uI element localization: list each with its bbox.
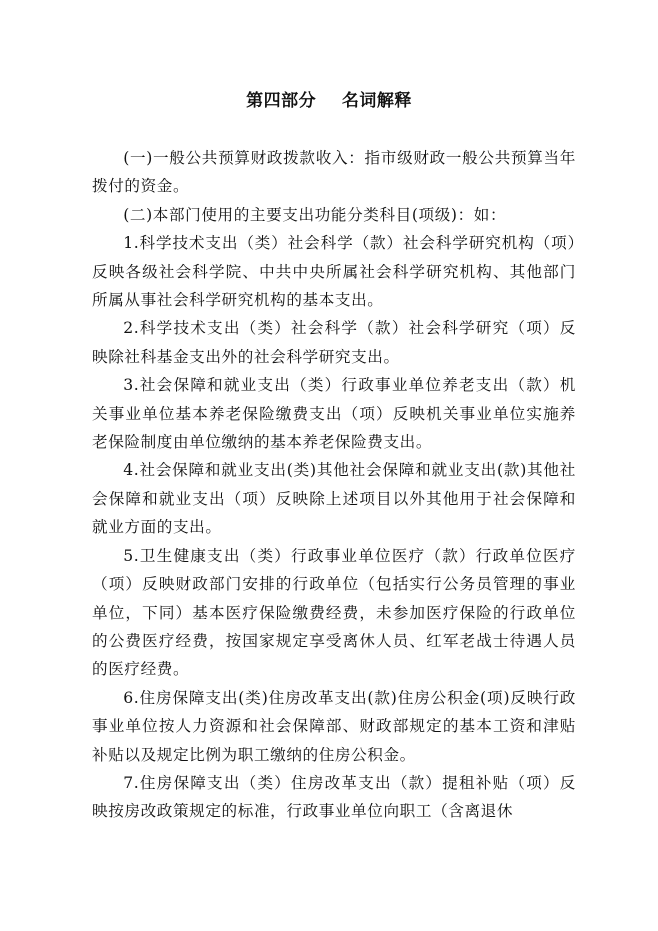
paragraph-item-3: 3.社会保障和就业支出（类）行政事业单位养老支出（款）机关事业单位基本养老保险缴费支出（项）反映机关事业单位实施养老保险制度由单位缴纳的基本养老保险费支出。 (92, 376, 576, 452)
page-title: 第四部分 名词解释 (246, 91, 412, 111)
paragraph-item-2: 2.科学技术支出（类）社会科学（款）社会科学研究（项）反映除社科基金支出外的社会科学研究支出。 (92, 319, 576, 366)
paragraph-item-5: 5.卫生健康支出（类）行政事业单位医疗（款）行政单位医疗（项）反映财政部门安排的行政单位（包括实行公务员管理的事业单位，下同）基本医疗保险缴费经费，未参加医疗保险的行政单位的公费医疗经费，按国家规定享受离休人员、红军老战士待遇人员的医疗经费。 (92, 546, 576, 679)
paragraph-item-7: 7.住房保障支出（类）住房改革支出（款）提租补贴（项）反映按房改政策规定的标准，行政事业单位向职工（含离退休 (92, 773, 576, 821)
document-body (92, 144, 576, 826)
paragraph-item-1: 1.科学技术支出（类）社会科学（款）社会科学研究机构（项）反映各级社会科学院、中共中央所属社会科学研究机构、其他部门所属从事社会科学研究机构的基本支出。 (92, 234, 576, 310)
paragraph-item-6: 6.住房保障支出(类)住房改革支出(款)住房公积金(项)反映行政事业单位按人力资源和社会保障部、财政部规定的基本工资和津贴补贴以及规定比例为职工缴纳的住房公积金。 (92, 688, 576, 764)
paragraph-item-4: 4.社会保障和就业支出(类)其他社会保障和就业支出(款)其他社会保障和就业支出（项）反映除上述项目以外其他用于社会保障和就业方面的支出。 (92, 461, 576, 537)
paragraph-expenditure-categories: (二)本部门使用的主要支出功能分类科目(项级)：如： (123, 205, 507, 224)
paragraph-general-budget-income: (一)一般公共预算财政拨款收入：指市级财政一般公共预算当年拨付的资金。 (92, 149, 576, 196)
